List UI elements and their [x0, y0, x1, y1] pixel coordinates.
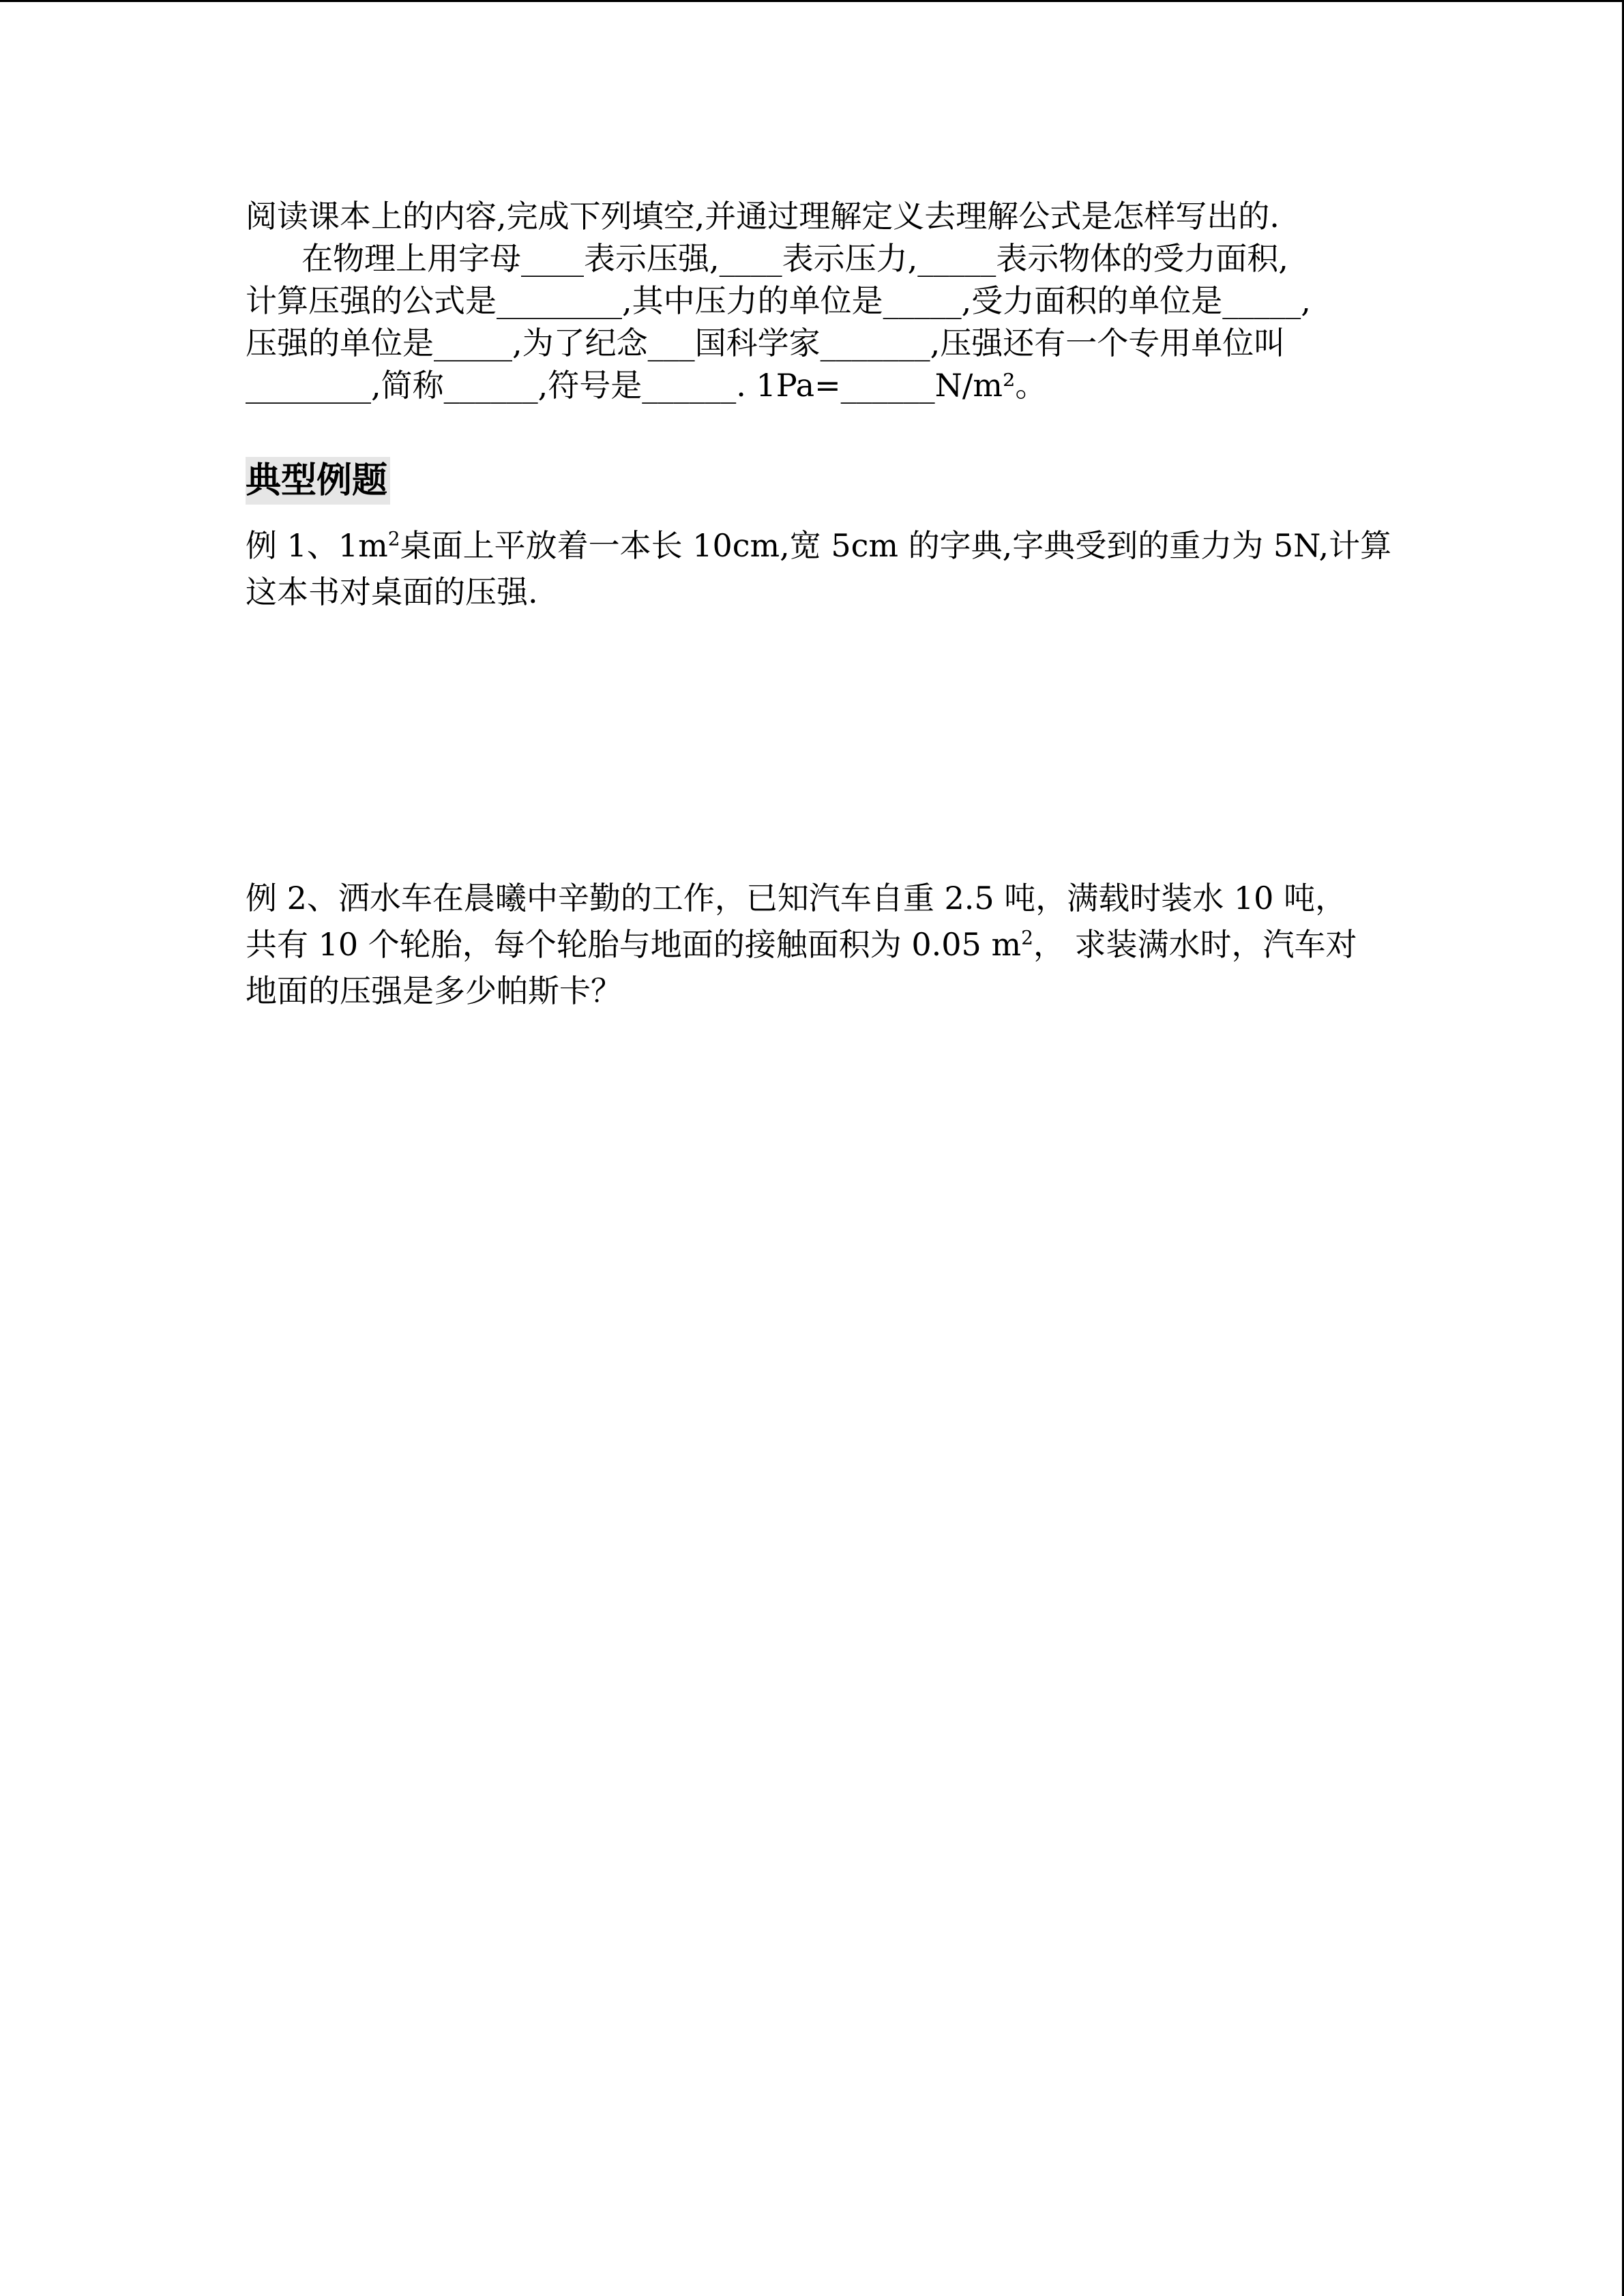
example-1-line-2: 这本书对桌面的压强. [246, 573, 538, 610]
example-2-text-b: ， 求装满水时，汽车对 [1033, 926, 1357, 963]
example-1-text-a: 例 1、1m [246, 527, 388, 564]
example-1-text-b: 桌面上平放着一本长 10cm,宽 5cm 的字典,字典受到的重力为 5N,计算 [400, 527, 1392, 564]
example-2-text-a: 共有 10 个轮胎，每个轮胎与地面的接触面积为 0.05 m [246, 926, 1022, 963]
document-body [246, 195, 1392, 1014]
intro-line-1: 阅读课本上的内容,完成下列填空,并通过理解定义去理解公式是怎样写出的. [246, 198, 1280, 235]
example-2-line-3: 地面的压强是多少帕斯卡？ [246, 972, 622, 1009]
intro-line-4: 压强的单位是_____,为了纪念___国科学家_______,压强还有一个专用单位叫 [246, 325, 1286, 361]
example-1-line-1 [246, 522, 1392, 569]
example-2 [246, 875, 1378, 1014]
example-1-superscript: 2 [387, 527, 400, 550]
page-top-border [0, 0, 1624, 2]
intro-line-5: ________,简称______,符号是______. 1Pa=______N/m²。 [246, 367, 1047, 404]
example-2-line-1: 例 2、洒水车在晨曦中辛勤的工作，已知汽车自重 2.5 吨，满载时装水 10 吨， [246, 880, 1347, 916]
example-1 [246, 522, 1392, 615]
intro-paragraph [246, 195, 1378, 406]
intro-line-2: 在物理上用字母____表示压强,____表示压力,_____表示物体的受力面积, [301, 240, 1288, 277]
section-heading: 典型例题 [246, 457, 390, 505]
example-2-superscript: 2 [1021, 926, 1033, 949]
example-2-line-2 [246, 921, 1378, 968]
intro-line-3: 计算压强的公式是________,其中压力的单位是_____,受力面积的单位是_____, [246, 282, 1311, 319]
